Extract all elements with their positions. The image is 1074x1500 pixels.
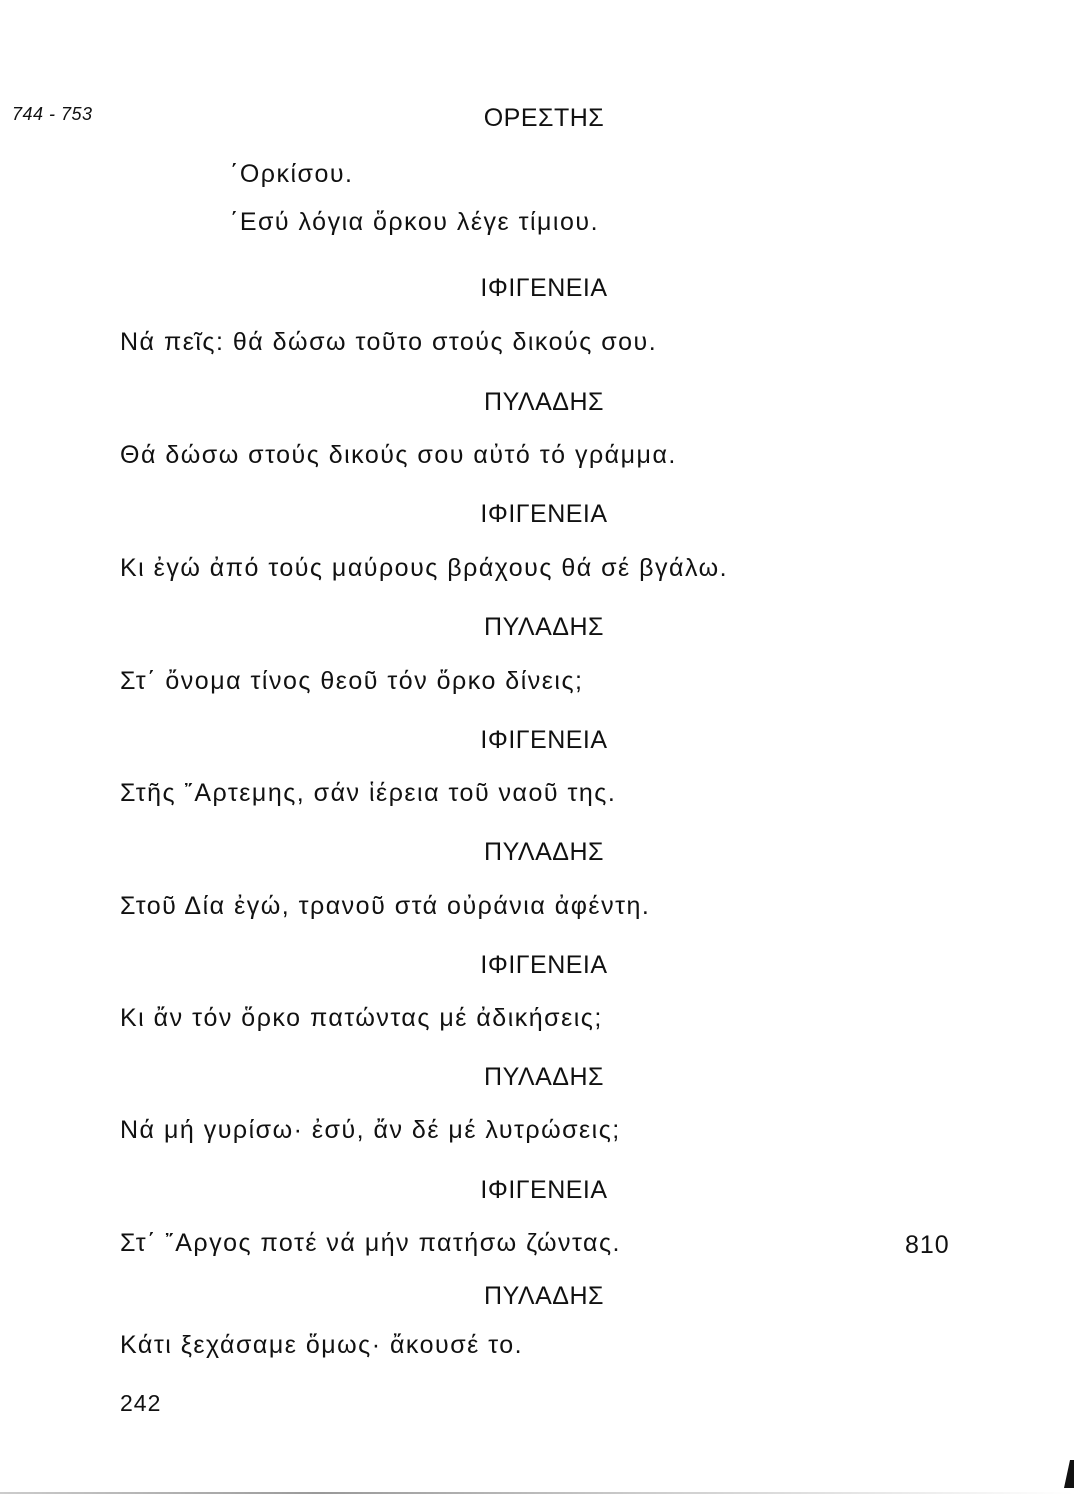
speaker-name: ΟΡΕΣΤΗΣ [483, 104, 605, 132]
verse-number: 810 [905, 1231, 950, 1259]
verse-line: Κάτι ξεχάσαμε ὅμως· ἄκουσέ το. [120, 1331, 524, 1359]
verse-line: ΄Εσύ λόγια ὅρκου λέγε τίμιου. [230, 208, 600, 236]
verse-line: Κι ἐγώ ἀπό τούς μαύρους βράχους θά σέ βγάλω. [120, 554, 729, 582]
verse-line: Στ΄ ὄνομα τίνος θεοῦ τόν ὅρκο δίνεις; [120, 667, 584, 695]
verse-line: Κι ἄν τόν ὅρκο πατώντας μέ ἀδικήσεις; [120, 1004, 603, 1032]
speaker-name: ΠΥΛΑΔΗΣ [484, 613, 604, 641]
scan-edge-mark [1064, 1460, 1074, 1488]
speaker-name: ΠΥΛΑΔΗΣ [484, 1282, 604, 1310]
verse-line: Νά πεῖς: θά δώσω τοῦτο στούς δικούς σου. [120, 328, 658, 356]
line-range: 744 - 753 [12, 104, 93, 124]
speaker-name: ΙΦΙΓΕΝΕΙΑ [480, 500, 608, 528]
page-number: 242 [120, 1390, 162, 1416]
speaker-name: ΙΦΙΓΕΝΕΙΑ [480, 274, 608, 302]
speaker-name: ΠΥΛΑΔΗΣ [484, 1063, 604, 1091]
speaker-name: ΠΥΛΑΔΗΣ [484, 388, 604, 416]
verse-line: Στοῦ Δία ἐγώ, τρανοῦ στά οὐράνια ἀφέντη. [120, 892, 651, 920]
verse-line: Στῆς ῎Αρτεμης, σάν ἱέρεια τοῦ ναοῦ της. [120, 779, 617, 807]
speaker-name: ΙΦΙΓΕΝΕΙΑ [480, 726, 608, 754]
verse-line: Στ΄ ῎Αργος ποτέ νά μήν πατήσω ζώντας. [120, 1229, 621, 1257]
speaker-name: ΙΦΙΓΕΝΕΙΑ [480, 1176, 608, 1204]
verse-line: Νά μή γυρίσω· ἐσύ, ἄν δέ μέ λυτρώσεις; [120, 1116, 621, 1144]
speaker-name: ΙΦΙΓΕΝΕΙΑ [480, 951, 608, 979]
verse-line: Θά δώσω στούς δικούς σου αὐτό τό γράμμα. [120, 441, 677, 469]
scan-edge-line [0, 1492, 1074, 1494]
verse-line: ΄Ορκίσου. [230, 160, 354, 188]
speaker-name: ΠΥΛΑΔΗΣ [484, 838, 604, 866]
